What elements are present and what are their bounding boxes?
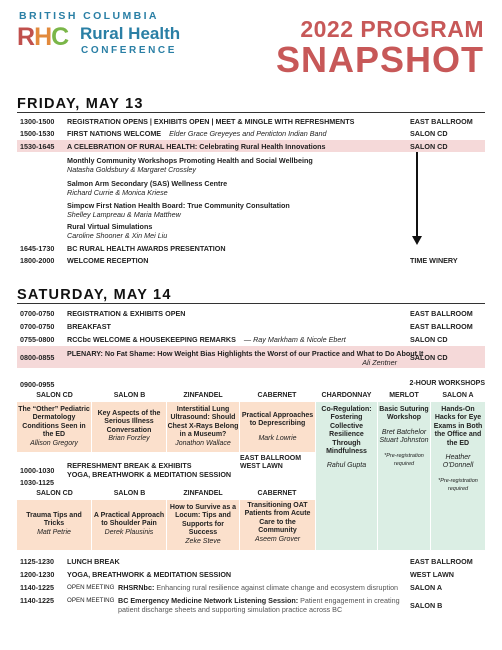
- logo-name: Rural Health: [80, 24, 181, 43]
- break-rooms: EAST BALLROOM WEST LAWN: [240, 455, 302, 471]
- title-snapshot: SNAPSHOT: [275, 39, 484, 80]
- schedule-row: 1500-1530 FIRST NATIONS WELCOME Elder Grace Greyeyes and Penticton Indian Band SALON CD: [20, 129, 448, 138]
- session-card: Transitioning OAT Patients from Acute Care to the Community Aseem Grover: [240, 500, 315, 550]
- session-card: Practical Approaches to Deprescribing Mark Lowrie: [240, 402, 315, 452]
- continuation-arrow-line: [416, 152, 418, 238]
- schedule-row: 1645-1730 BC RURAL HEALTH AWARDS PRESENTATION: [20, 244, 226, 253]
- innovation-item: Simpcw First Nation Health Board: True Community Consultation Shelley Lampreau & Maria Matthew: [67, 201, 290, 219]
- schedule-row: 1140-1225 OPEN MEETING BC Emergency Medicine Network Listening Session: Patient engagement in creating patient discharge sheets and supporting simulation practice across BC SALON B: [20, 596, 443, 614]
- page-title: [276, 17, 484, 79]
- schedule-row: 1125-1230 LUNCH BREAK EAST BALLROOM: [20, 557, 473, 566]
- room-header: ZINFANDEL: [183, 392, 223, 399]
- divider: [17, 112, 485, 113]
- schedule-row: 0700-0750 REGISTRATION & EXHIBITS OPEN EAST BALLROOM: [20, 309, 473, 318]
- workshop-card: Hands-On Hacks for Eye Exams in Both the Office and the ED Heather O'Donnell *Pre-registration required: [431, 402, 485, 550]
- logo-conference: CONFERENCE: [81, 45, 178, 56]
- schedule-row: 1140-1225 OPEN MEETING RHSRNbc: Enhancing rural resilience against climate change and ecosystem disruption SALON A: [20, 583, 443, 592]
- logo-monogram: RHC: [17, 23, 69, 51]
- schedule-row: 0700-0750 BREAKFAST EAST BALLROOM: [20, 322, 473, 331]
- session-card: How to Survive as a Locum: Tips and Supports for Success Zeke Steve: [167, 500, 239, 550]
- schedule-row: 1300-1500 REGISTRATION OPENS | EXHIBITS OPEN | MEET & MINGLE WITH REFRESHMENTS EAST BALLROOM: [20, 117, 473, 126]
- conference-logo: [17, 10, 247, 70]
- schedule-row: 0755-0800 RCCbc WELCOME & HOUSEKEEPING REMARKS — Ray Markham & Nicole Ebert SALON CD: [20, 335, 448, 344]
- room-header: CABERNET: [257, 392, 297, 399]
- session-card: Key Aspects of the Serious Illness Conversation Brian Forzley: [92, 402, 166, 452]
- room-header: SALON B: [113, 392, 146, 399]
- room-header: CHARDONNAY: [321, 392, 372, 399]
- room-header: SALON B: [113, 490, 146, 497]
- plenary-row: 0800-0855 PLENARY: No Fat Shame: How Weight Bias Highlights the Worst of our Practice and What to Do About It Ali Zentner SALON CD: [17, 346, 485, 368]
- innovation-item: Monthly Community Workshops Promoting Health and Social Wellbeing Natasha Goldsbury & Margaret Crossley: [67, 156, 313, 174]
- session-card: Interstitial Lung Ultrasound: Should Chest X-Rays Belong in a Museum? Jonathon Wallace: [167, 402, 239, 452]
- innovation-item: Rural Virtual Simulations Caroline Shooner & Xin Mei Liu: [67, 222, 168, 240]
- block-time: 0900-0955: [20, 380, 55, 389]
- session-card: A Practical Approach to Shoulder Pain Derek Plausinis: [92, 500, 166, 550]
- schedule-row: 1200-1230 YOGA, BREATHWORK & MEDITATION SESSION WEST LAWN: [20, 570, 454, 579]
- room-header: ZINFANDEL: [183, 490, 223, 497]
- workshop-card: Basic Suturing Workshop Bret Batchelor Stuart Johnston *Pre-registration required: [378, 402, 430, 550]
- room-header: SALON A: [442, 392, 474, 399]
- workshop-card: Co-Regulation: Fostering Collective Resilience Through Mindfulness Rahul Gupta: [316, 402, 377, 550]
- session-card: Trauma Tips and Tricks Matt Petrie: [17, 500, 91, 550]
- session-card: The “Other” Pediatric Dermatology Conditions Seen in the ED Allison Gregory: [17, 402, 91, 452]
- schedule-row: 1800-2000 WELCOME RECEPTION TIME WINERY: [20, 256, 458, 265]
- logo-region: BRITISH COLUMBIA: [19, 10, 159, 22]
- workshops-label: 2-HOUR WORKSHOPS: [409, 380, 485, 387]
- divider: [17, 303, 485, 304]
- room-header: CABERNET: [257, 490, 297, 497]
- block-time: 1030-1125: [20, 478, 54, 487]
- room-header: SALON CD: [36, 490, 73, 497]
- innovation-item: Salmon Arm Secondary (SAS) Wellness Centre Richard Currie & Monica Kriese: [67, 179, 228, 197]
- title-year: 2022 PROGRAM: [300, 16, 484, 42]
- room-header: SALON CD: [36, 392, 73, 399]
- saturday-heading: SATURDAY, MAY 14: [17, 287, 172, 303]
- room-header: MERLOT: [389, 392, 419, 399]
- break-row: 1000-1030 REFRESHMENT BREAK & EXHIBITS YOGA, BREATHWORK & MEDITATION SESSION: [20, 461, 232, 479]
- schedule-row-highlight: 1530-1645 A CELEBRATION OF RURAL HEALTH: Celebrating Rural Health Innovations SALON CD: [17, 140, 485, 152]
- down-arrow-icon: [412, 236, 422, 245]
- friday-heading: FRIDAY, MAY 13: [17, 96, 144, 112]
